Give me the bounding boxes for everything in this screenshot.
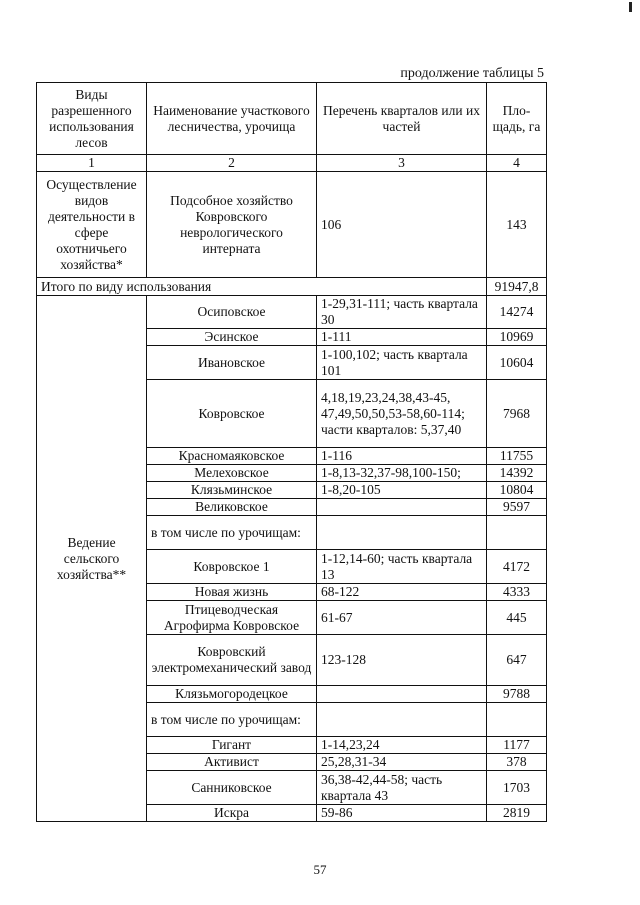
- forestry-cell: Птицеводческая Агрофирма Ковровское: [147, 601, 317, 635]
- total-row: [37, 278, 547, 296]
- area-cell: 10969: [487, 329, 547, 346]
- quarters-cell: [317, 686, 487, 703]
- forestry-cell: в том числе по урочищам:: [147, 516, 317, 550]
- forestry-cell: Искра: [147, 805, 317, 822]
- forestry-cell: Ковровский электромеханический завод: [147, 635, 317, 686]
- area-cell: 9788: [487, 686, 547, 703]
- col-header-area: Пло-щадь, га: [487, 83, 547, 155]
- area-cell: 14274: [487, 296, 547, 329]
- forest-use-table: [36, 82, 547, 822]
- area-cell: 10604: [487, 346, 547, 380]
- area-cell: 10804: [487, 482, 547, 499]
- area-cell: [487, 703, 547, 737]
- forestry-cell: Клязьмогородецкое: [147, 686, 317, 703]
- quarters-cell: 1-14,23,24: [317, 737, 487, 754]
- header-row: [37, 83, 547, 155]
- area-cell: 1703: [487, 771, 547, 805]
- quarters-cell: 1-8,20-105: [317, 482, 487, 499]
- quarters-cell: 59-86: [317, 805, 487, 822]
- continuation-label: продолжение таблицы 5: [400, 66, 544, 81]
- area-cell: 9597: [487, 499, 547, 516]
- col-number: 1: [37, 155, 147, 172]
- area-cell: 2819: [487, 805, 547, 822]
- area-cell: 445: [487, 601, 547, 635]
- quarters-cell: 1-29,31-111; часть квартала 30: [317, 296, 487, 329]
- forestry-cell: Великовское: [147, 499, 317, 516]
- quarters-cell: 1-8,13-32,37-98,100-150;: [317, 465, 487, 482]
- forestry-cell: Эсинское: [147, 329, 317, 346]
- area-cell: 14392: [487, 465, 547, 482]
- quarters-cell: 4,18,19,23,24,38,43-45, 47,49,50,50,53-58,60-114; части кварталов: 5,37,40: [317, 380, 487, 448]
- quarters-cell: 1-100,102; часть квартала 101: [317, 346, 487, 380]
- use-type-cell: Ведение сельского хозяйства**: [37, 296, 147, 822]
- scan-mark: [629, 2, 632, 12]
- forestry-cell: Санниковское: [147, 771, 317, 805]
- forestry-cell: Красномаяковское: [147, 448, 317, 465]
- total-label: Итого по виду использования: [37, 278, 487, 296]
- area-cell: [487, 516, 547, 550]
- col-number: 4: [487, 155, 547, 172]
- forestry-cell: Ковровское 1: [147, 550, 317, 584]
- quarters-cell: [317, 499, 487, 516]
- quarters-cell: 1-116: [317, 448, 487, 465]
- area-cell: 647: [487, 635, 547, 686]
- col-number: 3: [317, 155, 487, 172]
- col-header-use-type: Виды разрешенного использования лесов: [37, 83, 147, 155]
- use-type-cell: Осуществление видов деятельности в сфере охотничьего хозяйства*: [37, 172, 147, 278]
- area-cell: 7968: [487, 380, 547, 448]
- quarters-cell: 1-12,14-60; часть квартала 13: [317, 550, 487, 584]
- quarters-cell: 106: [317, 172, 487, 278]
- col-header-forestry: Наименование участкового лесничества, урочища: [147, 83, 317, 155]
- col-number: 2: [147, 155, 317, 172]
- quarters-cell: 123-128: [317, 635, 487, 686]
- forestry-cell: Осиповское: [147, 296, 317, 329]
- quarters-cell: 25,28,31-34: [317, 754, 487, 771]
- forestry-cell: Ивановское: [147, 346, 317, 380]
- page-number: 57: [313, 862, 327, 877]
- quarters-cell: 68-122: [317, 584, 487, 601]
- forestry-cell: Ковровское: [147, 380, 317, 448]
- column-number-row: [37, 155, 547, 172]
- table-row: [37, 296, 547, 329]
- area-cell: 378: [487, 754, 547, 771]
- quarters-cell: 61-67: [317, 601, 487, 635]
- total-area: 91947,8: [487, 278, 547, 296]
- forestry-cell: Активист: [147, 754, 317, 771]
- forestry-cell: Клязьминское: [147, 482, 317, 499]
- area-cell: 4333: [487, 584, 547, 601]
- table-row: [37, 172, 547, 278]
- col-header-quarters: Перечень кварталов или их частей: [317, 83, 487, 155]
- forestry-cell: Новая жизнь: [147, 584, 317, 601]
- area-cell: 1177: [487, 737, 547, 754]
- area-cell: 4172: [487, 550, 547, 584]
- forestry-cell: в том числе по урочищам:: [147, 703, 317, 737]
- forestry-cell: Мелеховское: [147, 465, 317, 482]
- quarters-cell: 1-111: [317, 329, 487, 346]
- quarters-cell: 36,38-42,44-58; часть квартала 43: [317, 771, 487, 805]
- area-cell: 11755: [487, 448, 547, 465]
- area-cell: 143: [487, 172, 547, 278]
- quarters-cell: [317, 516, 487, 550]
- forestry-cell: Гигант: [147, 737, 317, 754]
- quarters-cell: [317, 703, 487, 737]
- forestry-cell: Подсобное хозяйство Ковровского неврологического интерната: [147, 172, 317, 278]
